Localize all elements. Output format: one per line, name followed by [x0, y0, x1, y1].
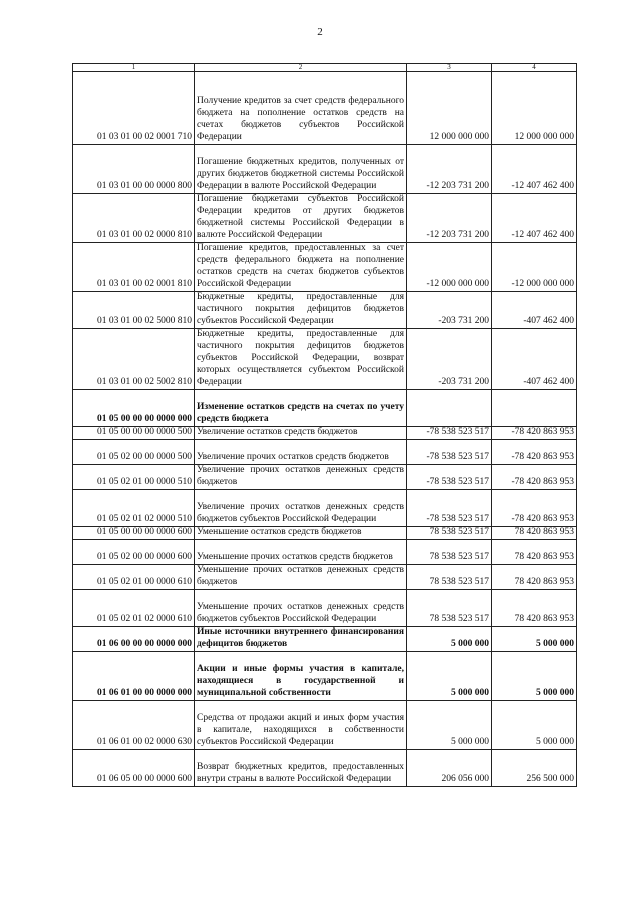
row-code-cell: 01 06 05 00 00 0000 600	[73, 750, 195, 787]
table-row	[73, 490, 577, 527]
table-row	[73, 565, 577, 590]
row-value-2-cell	[492, 390, 577, 427]
row-value-2-cell: 12 000 000 000	[492, 72, 577, 145]
row-value-1-cell: -203 731 200	[407, 329, 492, 390]
row-value-2-cell: -12 000 000 000	[492, 243, 577, 292]
row-code-cell: 01 05 02 00 00 0000 600	[73, 540, 195, 565]
row-code-cell: 01 05 00 00 00 0000 600	[73, 527, 195, 540]
table-row	[73, 427, 577, 440]
row-code-cell: 01 05 02 00 00 0000 500	[73, 440, 195, 465]
table-row	[73, 590, 577, 627]
row-value-2-cell: -78 420 863 953	[492, 465, 577, 490]
budget-sources-table	[72, 63, 577, 787]
row-name-cell: Погашение кредитов, предоставленных за счет средств федерального бюджета на пополнение остатков средств на счетах бюджетов субъектов Российской Федерации	[195, 243, 407, 292]
row-code-cell: 01 03 01 00 02 5002 810	[73, 329, 195, 390]
header-cell-4: 4	[492, 64, 577, 72]
row-name-cell: Средства от продажи акций и иных форм участия в капитале, находящихся в собственности субъектов Российской Федерации	[195, 701, 407, 750]
row-name-cell: Погашение бюджетных кредитов, полученных от других бюджетов бюджетной системы Российской Федерации в валюте Российской Федерации	[195, 145, 407, 194]
row-code-cell: 01 03 01 00 00 0000 800	[73, 145, 195, 194]
header-cell-2: 2	[195, 64, 407, 72]
row-code-cell: 01 05 02 01 02 0000 510	[73, 490, 195, 527]
table-row	[73, 750, 577, 787]
row-code-cell: 01 06 01 00 02 0000 630	[73, 701, 195, 750]
table-row	[73, 701, 577, 750]
row-value-2-cell: 5 000 000	[492, 701, 577, 750]
row-code-cell: 01 05 02 01 02 0000 610	[73, 590, 195, 627]
row-value-2-cell: 78 420 863 953	[492, 590, 577, 627]
row-name-cell: Уменьшение остатков средств бюджетов	[195, 527, 407, 540]
row-value-2-cell: 78 420 863 953	[492, 565, 577, 590]
header-cell-3: 3	[407, 64, 492, 72]
row-name-cell: Уменьшение прочих остатков денежных средств бюджетов субъектов Российской Федерации	[195, 590, 407, 627]
row-code-cell: 01 03 01 00 02 0000 810	[73, 194, 195, 243]
row-value-2-cell: -12 407 462 400	[492, 194, 577, 243]
table-row	[73, 652, 577, 701]
row-value-1-cell: 78 538 523 517	[407, 527, 492, 540]
row-code-cell: 01 05 00 00 00 0000 000	[73, 390, 195, 427]
row-value-1-cell	[407, 390, 492, 427]
table-row	[73, 527, 577, 540]
row-value-1-cell: -78 538 523 517	[407, 427, 492, 440]
row-code-cell: 01 06 00 00 00 0000 000	[73, 627, 195, 652]
row-value-2-cell: -407 462 400	[492, 292, 577, 329]
row-value-1-cell: -78 538 523 517	[407, 440, 492, 465]
table-row	[73, 465, 577, 490]
row-value-2-cell: -407 462 400	[492, 329, 577, 390]
row-name-cell: Погашение бюджетами субъектов Российской Федерации кредитов от других бюджетов бюджетной системы Российской Федерации в валюте Российской Федерации	[195, 194, 407, 243]
row-value-2-cell: -12 407 462 400	[492, 145, 577, 194]
row-value-1-cell: -12 000 000 000	[407, 243, 492, 292]
table-row	[73, 292, 577, 329]
row-value-2-cell: 78 420 863 953	[492, 527, 577, 540]
row-value-2-cell: 256 500 000	[492, 750, 577, 787]
row-value-1-cell: -78 538 523 517	[407, 465, 492, 490]
row-code-cell: 01 05 00 00 00 0000 500	[73, 427, 195, 440]
table-row	[73, 329, 577, 390]
row-name-cell: Увеличение остатков средств бюджетов	[195, 427, 407, 440]
row-value-1-cell: -12 203 731 200	[407, 194, 492, 243]
row-code-cell: 01 03 01 00 02 5000 810	[73, 292, 195, 329]
row-name-cell: Бюджетные кредиты, предоставленные для частичного покрытия дефицитов бюджетов субъектов Российской Федерации	[195, 292, 407, 329]
row-value-1-cell: 12 000 000 000	[407, 72, 492, 145]
table-body	[73, 72, 577, 787]
table-row	[73, 540, 577, 565]
row-value-1-cell: -78 538 523 517	[407, 490, 492, 527]
row-value-2-cell: -78 420 863 953	[492, 440, 577, 465]
table-row	[73, 194, 577, 243]
row-value-2-cell: 5 000 000	[492, 652, 577, 701]
row-name-cell: Увеличение прочих остатков денежных средств бюджетов субъектов Российской Федерации	[195, 490, 407, 527]
table-row	[73, 72, 577, 145]
table-row	[73, 440, 577, 465]
row-value-1-cell: 5 000 000	[407, 701, 492, 750]
row-code-cell: 01 05 02 01 00 0000 510	[73, 465, 195, 490]
table-row	[73, 390, 577, 427]
row-name-cell: Получение кредитов за счет средств федерального бюджета на пополнение остатков средств на счетах бюджетов субъектов Российской Федерации	[195, 72, 407, 145]
row-value-1-cell: 78 538 523 517	[407, 590, 492, 627]
row-name-cell: Уменьшение прочих остатков средств бюджетов	[195, 540, 407, 565]
row-value-2-cell: -78 420 863 953	[492, 490, 577, 527]
row-name-cell: Увеличение прочих остатков денежных средств бюджетов	[195, 465, 407, 490]
row-name-cell: Уменьшение прочих остатков денежных средств бюджетов	[195, 565, 407, 590]
row-name-cell: Бюджетные кредиты, предоставленные для частичного покрытия дефицитов бюджетов субъектов Российской Федерации, возврат которых осуществляется субъектом Российской Федерации	[195, 329, 407, 390]
header-cell-1: 1	[73, 64, 195, 72]
row-value-2-cell: 5 000 000	[492, 627, 577, 652]
row-name-cell: Иные источники внутреннего финансирования дефицитов бюджетов	[195, 627, 407, 652]
row-name-cell: Увеличение прочих остатков средств бюджетов	[195, 440, 407, 465]
row-value-2-cell: 78 420 863 953	[492, 540, 577, 565]
row-name-cell: Акции и иные формы участия в капитале, находящиеся в государственной и муниципальной собственности	[195, 652, 407, 701]
row-value-1-cell: 78 538 523 517	[407, 540, 492, 565]
row-code-cell: 01 03 01 00 02 0001 710	[73, 72, 195, 145]
table-row	[73, 145, 577, 194]
row-code-cell: 01 03 01 00 02 0001 810	[73, 243, 195, 292]
row-value-1-cell: 5 000 000	[407, 652, 492, 701]
table-header-row	[73, 64, 577, 72]
row-value-1-cell: 78 538 523 517	[407, 565, 492, 590]
table-row	[73, 243, 577, 292]
row-name-cell: Возврат бюджетных кредитов, предоставленных внутри страны в валюте Российской Федерации	[195, 750, 407, 787]
row-value-1-cell: -12 203 731 200	[407, 145, 492, 194]
row-value-1-cell: -203 731 200	[407, 292, 492, 329]
row-value-1-cell: 206 056 000	[407, 750, 492, 787]
row-code-cell: 01 05 02 01 00 0000 610	[73, 565, 195, 590]
row-value-1-cell: 5 000 000	[407, 627, 492, 652]
row-code-cell: 01 06 01 00 00 0000 000	[73, 652, 195, 701]
row-name-cell: Изменение остатков средств на счетах по учету средств бюджета	[195, 390, 407, 427]
page-number: 2	[317, 26, 323, 38]
row-value-2-cell: -78 420 863 953	[492, 427, 577, 440]
table-row	[73, 627, 577, 652]
